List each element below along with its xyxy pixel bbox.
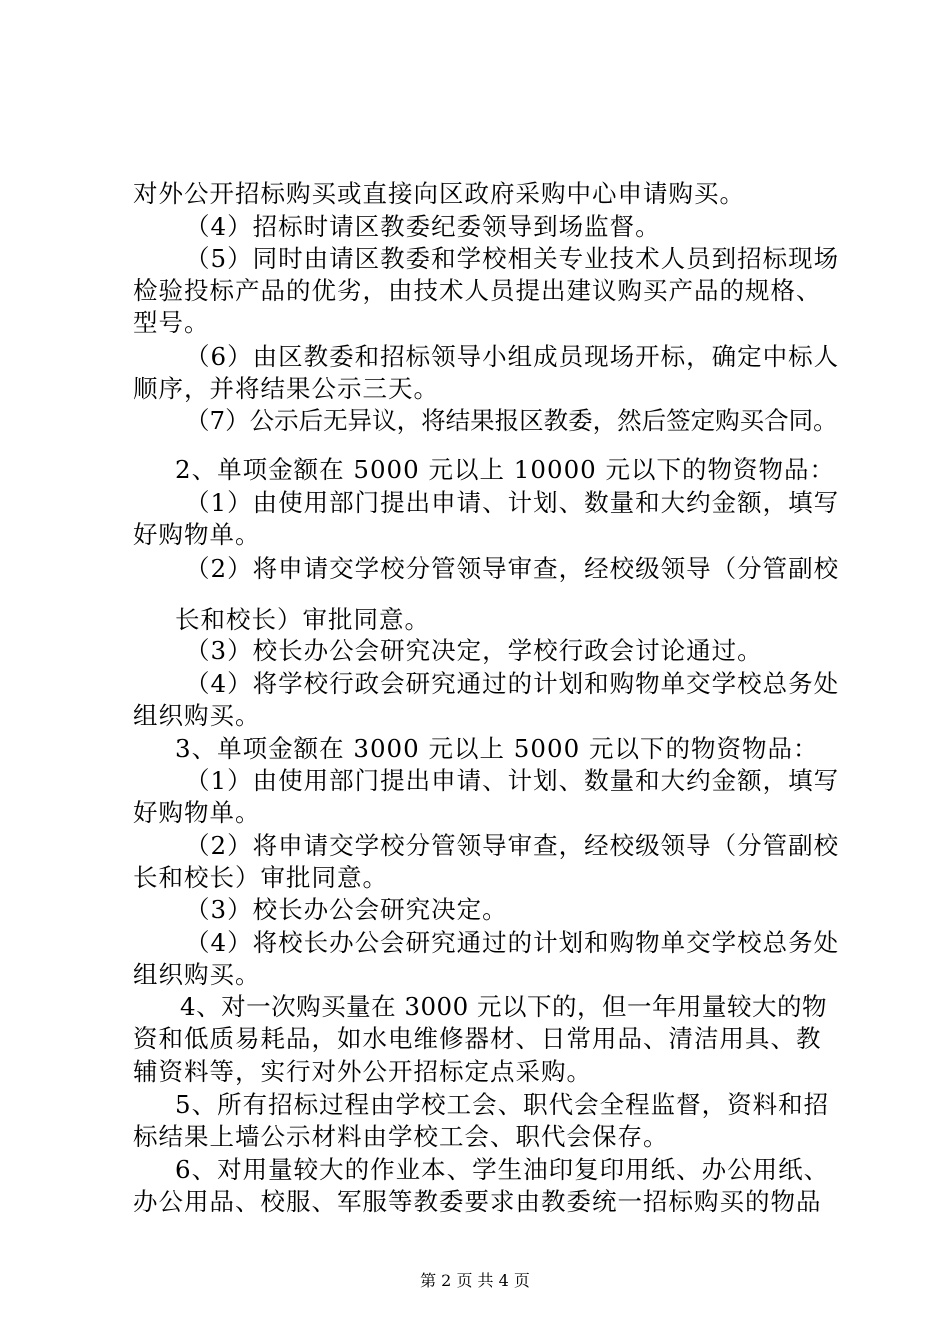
body-line: 5、所有招标过程由学校工会、职代会全程监督，资料和招 xyxy=(175,1090,830,1119)
body-line: 型号。 xyxy=(133,308,210,337)
body-line: （4）将学校行政会研究通过的计划和购物单交学校总务处 xyxy=(185,669,840,698)
body-line: （4）招标时请区教委纪委领导到场监督。 xyxy=(185,212,661,241)
body-line: 好购物单。 xyxy=(133,798,261,827)
body-line: （3）校长办公会研究决定，学校行政会讨论通过。 xyxy=(185,636,763,665)
body-line: 检验投标产品的优劣，由技术人员提出建议购买产品的规格、 xyxy=(133,276,822,305)
body-line: （5）同时由请区教委和学校相关专业技术人员到招标现场 xyxy=(185,244,840,273)
body-line: （7）公示后无异议，将结果报区教委，然后签定购买合同。 xyxy=(185,406,838,435)
body-line: 4、对一次购买量在 3000 元以下的，但一年用量较大的物 xyxy=(180,992,828,1021)
body-line: 3、单项金额在 3000 元以上 5000 元以下的物资物品： xyxy=(175,734,819,763)
body-line: 辅资料等，实行对外公开招标定点采购。 xyxy=(133,1057,592,1086)
body-line: 组织购买。 xyxy=(133,701,261,730)
body-line: 顺序，并将结果公示三天。 xyxy=(133,374,439,403)
body-line: 组织购买。 xyxy=(133,960,261,989)
body-line: 标结果上墙公示材料由学校工会、职代会保存。 xyxy=(133,1122,669,1151)
body-line: （3）校长办公会研究决定。 xyxy=(185,895,508,924)
body-line: 2、单项金额在 5000 元以上 10000 元以下的物资物品： xyxy=(175,455,836,484)
body-line: 对外公开招标购买或直接向区政府采购中心申请购买。 xyxy=(133,179,745,208)
body-line: （2）将申请交学校分管领导审查，经校级领导（分管副校 xyxy=(185,831,840,860)
page-number-footer: 第 2 页 共 4 页 xyxy=(420,1271,530,1290)
body-line: 6、对用量较大的作业本、学生油印复印用纸、办公用纸、 xyxy=(175,1155,830,1184)
body-line: （1）由使用部门提出申请、计划、数量和大约金额，填写 xyxy=(185,766,840,795)
body-line: 长和校长）审批同意。 xyxy=(175,605,430,634)
body-line: （1）由使用部门提出申请、计划、数量和大约金额，填写 xyxy=(185,488,840,517)
body-line: （6）由区教委和招标领导小组成员现场开标，确定中标人 xyxy=(185,342,840,371)
body-line: 资和低质易耗品，如水电维修器材、日常用品、清洁用具、教 xyxy=(133,1024,822,1053)
body-line: （2）将申请交学校分管领导审查，经校级领导（分管副校 xyxy=(185,554,840,583)
body-line: 好购物单。 xyxy=(133,520,261,549)
body-line: 长和校长）审批同意。 xyxy=(133,863,388,892)
body-line: （4）将校长办公会研究通过的计划和购物单交学校总务处 xyxy=(185,928,840,957)
body-line: 办公用品、校服、军服等教委要求由教委统一招标购买的物品 xyxy=(133,1187,822,1216)
